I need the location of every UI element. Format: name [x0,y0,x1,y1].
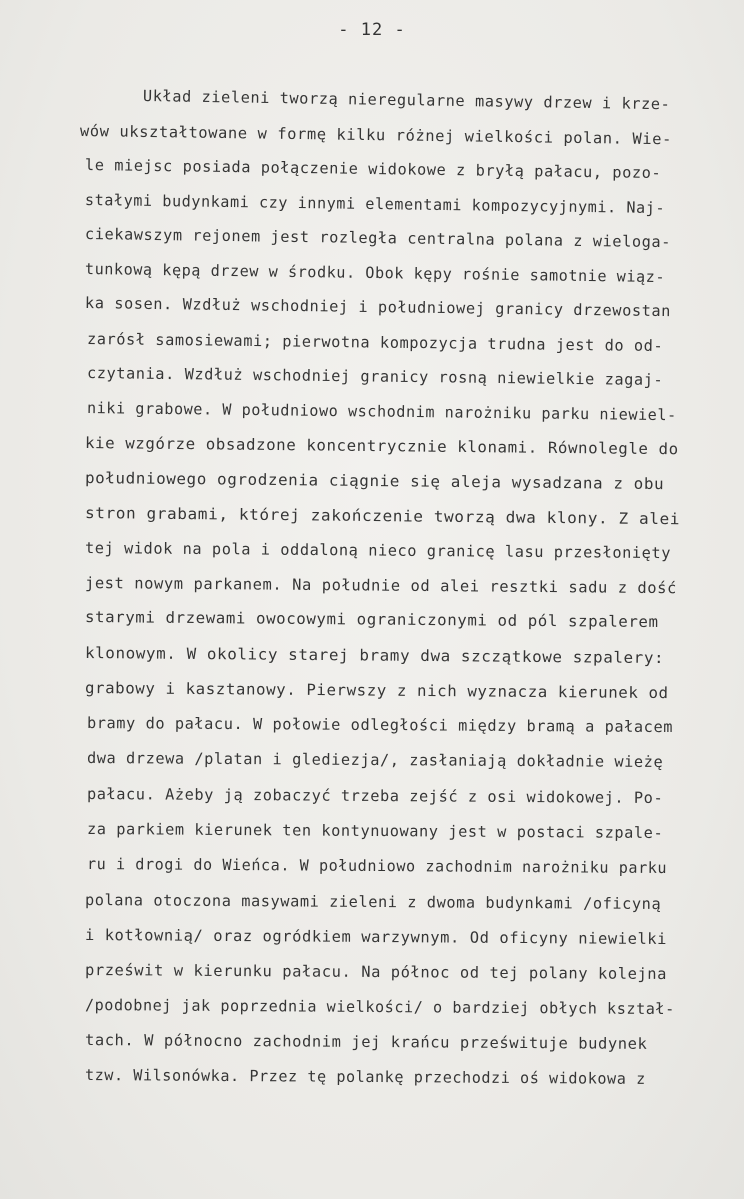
page-number: - 12 - [338,20,406,40]
text-line: tej widok na pola i oddaloną nieco granicę lasu przesłonięty [84,539,672,563]
text-line: tach. W północno zachodnim jej krańcu prześwituje budynek [84,1031,648,1053]
text-line: /podobnej jak poprzednia wielkości/ o bardziej obłych kształ- [84,996,675,1019]
text-line: prześwit w kierunku pałacu. Na północ od tej polany kolejna [84,961,668,984]
text-line: dwa drzewa /platan i glediezja/, zasłaniają dokładnie wieżę [86,749,664,772]
text-line: i kotłownią/ oraz ogródkiem warzywnym. Od oficyny niewielki [84,926,668,949]
text-line: jest nowym parkanem. Na południe od alei resztki sadu z dość [84,574,678,598]
text-line: stałymi budynkami czy innymi elementami kompozycyjnymi. Naj- [84,191,666,218]
text-line: południowego ogrodzenia ciągnie się aleja wysadzana z obu [84,469,665,494]
text-line: grabowy i kasztanowy. Pierwszy z nich wyznacza kierunek od [84,679,669,703]
text-line: zarósł samosiewami; pierwotna kompozycja trudna jest do od- [86,330,664,356]
text-line: ciekawszym rejonem jest rozległa centralna polana z wieloga- [84,225,672,252]
text-line: ru i drogi do Wieńca. W południowo zachodnim narożniku parku [86,855,668,878]
text-line: wów ukształtowane w formę kilku różnej wielkości polan. Wie- [79,122,673,149]
text-line: ka sosen. Wzdłuż wschodniej i południowej granicy drzewostan [84,294,672,321]
text-line: niki grabowe. W południowo wschodnim narożniku parku niewiel- [86,399,677,425]
text-line: pałacu. Ażeby ją zobaczyć trzeba zejść z osi widokowej. Po- [86,785,664,808]
text-line: klonowym. W okolicy starej bramy dwa szczątkowe szpalery: [84,644,665,668]
body-text [0,86,744,1136]
text-line: za parkiem kierunek ten kontynuowany jest w postaci szpale- [86,820,664,843]
text-line: starymi drzewami owocowymi ograniczonymi od pól szpalerem [84,608,659,632]
text-line: polana otoczona masywami zieleni z dwoma budynkami /oficyną [84,891,662,914]
text-line: bramy do pałacu. W połowie odległości między bramą a pałacem [86,714,674,737]
text-line: Układ zieleni tworzą nieregularne masywy drzew i krze- [142,87,671,114]
text-line: tzw. Wilsonówka. Przez tę polankę przechodzi oś widokowa z [84,1066,646,1088]
text-line: le miejsc posiada połączenie widokowe z bryłą pałacu, pozo- [84,156,662,183]
text-line: kie wzgórze obsadzone koncentrycznie klonami. Równolegle do [84,434,679,459]
text-line: tunkową kępą drzew w środku. Obok kępy rośnie samotnie wiąz- [84,260,666,287]
text-line: czytania. Wzdłuż wschodniej granicy rosną niewielkie zagaj- [86,364,664,390]
text-line: stron grabami, której zakończenie tworzą dwa klony. Z alei [84,504,681,529]
